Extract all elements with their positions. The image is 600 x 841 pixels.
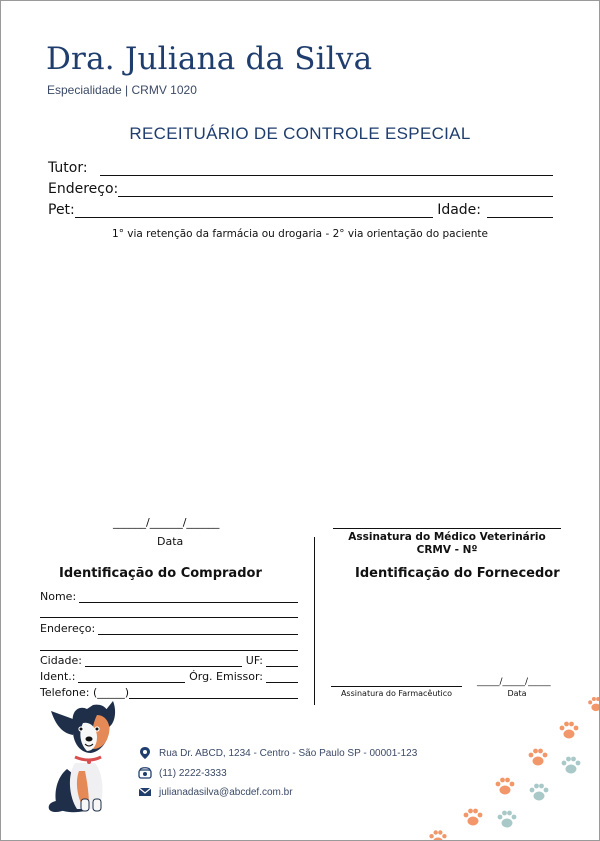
buyer-ident-label: Ident.: bbox=[40, 670, 76, 683]
prescription-date-label: Data bbox=[157, 535, 184, 548]
paw-print-icon bbox=[495, 807, 519, 831]
pharmacy-note: 1° via retenção da farmácia ou drogaria - 2° via orientação do paciente bbox=[112, 228, 488, 240]
buyer-issuer-field[interactable] bbox=[266, 670, 298, 683]
paw-print-icon bbox=[427, 827, 449, 841]
supplier-title: Identificação do Fornecedor bbox=[355, 566, 560, 581]
doctor-specialty: Especialidade | CRMV 1020 bbox=[47, 83, 197, 97]
buyer-phone-field[interactable] bbox=[129, 686, 298, 699]
buyer-title: Identificação do Comprador bbox=[59, 566, 262, 581]
buyer-issuer-label: Órg. Emissor: bbox=[189, 670, 263, 683]
prescription-date-field[interactable]: ______/______/______ bbox=[113, 516, 220, 529]
paw-print-icon bbox=[527, 780, 551, 804]
buyer-phone-row bbox=[40, 686, 298, 699]
paw-print-icon bbox=[559, 753, 583, 777]
address-label: Endereço: bbox=[48, 181, 119, 197]
pharmacist-signature-line[interactable] bbox=[331, 686, 462, 687]
buyer-address-field-2[interactable] bbox=[40, 638, 298, 651]
telephone-icon bbox=[138, 766, 152, 780]
buyer-city-label: Cidade: bbox=[40, 654, 82, 667]
age-label: Idade: bbox=[437, 202, 481, 218]
supplier-date-field[interactable]: _____/_____/_____ bbox=[477, 677, 551, 687]
pharmacist-signature-label: Assinatura do Farmacêutico bbox=[340, 689, 453, 698]
dog-illustration bbox=[45, 701, 127, 815]
buyer-address-row-2 bbox=[40, 638, 298, 651]
buyer-city-row bbox=[40, 654, 298, 667]
paw-print-icon bbox=[526, 745, 550, 769]
buyer-uf-field[interactable] bbox=[266, 654, 298, 667]
age-field[interactable] bbox=[487, 202, 553, 218]
contact-email[interactable]: julianadasilva@abcdef.com.br bbox=[159, 786, 293, 798]
pet-row bbox=[48, 202, 553, 218]
paw-print-icon bbox=[493, 774, 517, 798]
buyer-city-field[interactable] bbox=[85, 654, 242, 667]
vet-signature-line[interactable] bbox=[333, 528, 561, 529]
buyer-ident-row bbox=[40, 670, 298, 683]
tutor-label: Tutor: bbox=[48, 160, 88, 176]
pet-label: Pet: bbox=[48, 202, 75, 218]
address-field[interactable] bbox=[118, 181, 553, 197]
contact-phone: (11) 2222-3333 bbox=[159, 767, 227, 779]
buyer-address-row bbox=[40, 622, 298, 635]
pet-field[interactable] bbox=[75, 202, 433, 218]
buyer-address-label: Endereço: bbox=[40, 622, 96, 635]
vet-signature-label: Assinatura do Médico Veterinário bbox=[348, 531, 546, 543]
tutor-row bbox=[48, 160, 553, 176]
tutor-field[interactable] bbox=[100, 160, 553, 176]
buyer-uf-label: UF: bbox=[245, 654, 263, 667]
envelope-icon bbox=[138, 785, 152, 799]
form-title: RECEITUÁRIO DE CONTROLE ESPECIAL bbox=[129, 124, 471, 143]
address-row bbox=[48, 181, 553, 197]
paw-print-icon bbox=[557, 718, 581, 742]
paw-print-icon bbox=[461, 805, 485, 829]
buyer-address-field[interactable] bbox=[98, 622, 298, 635]
buyer-name-field-2[interactable] bbox=[40, 605, 298, 618]
doctor-name: Dra. Juliana da Silva bbox=[46, 41, 373, 77]
section-divider bbox=[314, 537, 315, 705]
contact-address-row bbox=[138, 746, 417, 760]
buyer-name-label: Nome: bbox=[40, 590, 77, 603]
vet-crmv-label: CRMV - Nº bbox=[416, 544, 478, 556]
supplier-date-label: Data bbox=[507, 689, 527, 698]
paw-print-icon bbox=[586, 694, 600, 714]
buyer-ident-field[interactable] bbox=[78, 670, 185, 683]
buyer-phone-label: Telefone: (_____) bbox=[40, 686, 130, 699]
buyer-name-row-2 bbox=[40, 605, 298, 618]
buyer-name-row bbox=[40, 590, 298, 603]
location-pin-icon bbox=[138, 746, 152, 760]
buyer-name-field[interactable] bbox=[79, 590, 298, 603]
contact-email-row bbox=[138, 785, 293, 799]
contact-phone-row bbox=[138, 766, 227, 780]
contact-address: Rua Dr. ABCD, 1234 - Centro - São Paulo SP - 00001-123 bbox=[159, 747, 418, 759]
